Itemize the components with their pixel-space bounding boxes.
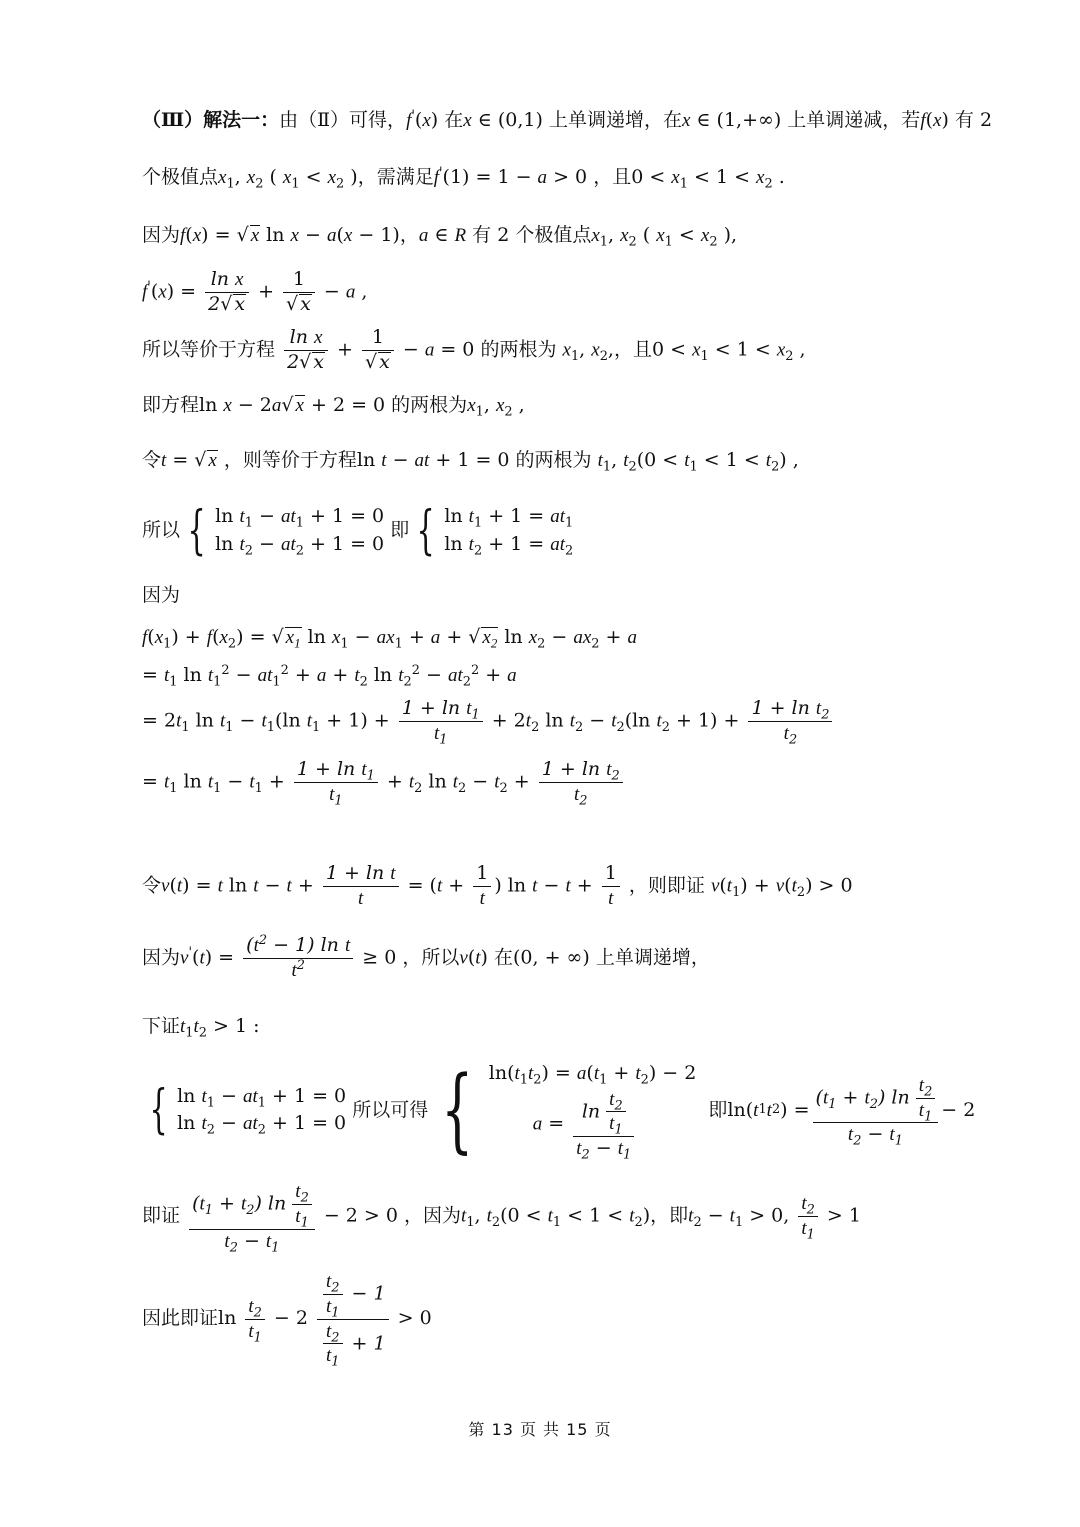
text: 所以等价于方程: [142, 338, 276, 361]
text: ，: [399, 224, 419, 246]
substitution-line: 令t = √ x ，则等价于方程ln t − at + 1 = 0 的两根为 $t_1$, $t_2(0 < t_1 < 1 < t_2)$ ,: [142, 449, 799, 475]
text: ，则等价于方程: [223, 449, 357, 471]
function-definition-line: 因为f(x) = √ x ln x − a(x − 1)，a ∈ R 有 2 个极值点$x_1$, $x_2$ ( $x_1 < x_2$ ),: [142, 224, 738, 250]
text: 即: [708, 1098, 728, 1121]
text: 有 2 个极值点: [472, 224, 592, 246]
final-inequality-line: 因此即证ln $\frac{t_2}{t_1}$ − 2 $\frac{t_2}{t_1}$ − 1 $\frac{t_2}{t_1}$ + 1 > 0: [142, 1271, 432, 1370]
text: 上单调递减，若: [787, 109, 921, 131]
text: ，所以: [402, 946, 460, 969]
because-line: [142, 586, 180, 605]
text: ，需满足: [357, 166, 434, 188]
derived-system-line: { $\ln t_1 - at_1 + 1 = 0$ $\ln t_2 - at_2 + 1 = 0$ 所以可得 { $\ln(t_1t_2) = a(t_1 + t_2) - 2$ a = ln $\frac{t_2}{t_1}$ $t_2 - t_1$ 即 ln( t 1 t 2 ) = $(t_1 + t_2)$ ln $\frac{t_2}{t_1}$ $t_2 - t_1$ − 2: [149, 1056, 976, 1164]
solution-heading-line: （Ⅲ）解法一：由（Ⅱ）可得，f'(x) 在x ∈ (0,1) 上单调递增，在x ∈ (1,+∞) 上单调递减，若f(x) 有 2: [142, 107, 993, 131]
text: 令: [142, 874, 162, 897]
sum-step-1: = $t_1$ $\ln t_1^2 - at_1^2 + a + t_2$ $\ln t_2^2 - at_2^2 + a$: [142, 662, 517, 690]
text: 上单调递增，: [595, 946, 710, 969]
text: 上单调递增，在: [548, 109, 682, 131]
text: 个极值点: [142, 166, 219, 188]
text: 有 2: [954, 109, 993, 131]
sum-expression-line: $f(x_1) + f(x_2)$ = √ $x_1$ $\ln x_1 - ax_1 + a$ + √ $x_2$ $\ln x_2 - ax_2 + a$: [142, 626, 637, 652]
text: 的两根为: [480, 338, 557, 361]
text: 由（Ⅱ）可得，: [279, 109, 407, 131]
text: 在: [494, 946, 514, 969]
text: ，且: [613, 338, 652, 361]
monotonic-line: 因为v'(t) = $\frac{(t^2 - 1) \ln t}{t^2}$ ≥ 0 ，所以v(t) 在(0, + ∞) 上单调递增，: [142, 932, 710, 981]
text: 下证: [142, 1015, 181, 1037]
equivalent-equation-line: 即方程ln x − 2a√ x + 2 = 0 的两根为$x_1$, $x_2$ ,: [142, 394, 525, 420]
page-footer: 第 13 页 共 15 页: [468, 1420, 612, 1439]
text: 即: [390, 519, 410, 542]
text: 的两根为: [515, 449, 592, 471]
text: ，即: [650, 1204, 689, 1227]
auxiliary-function-line: 令v(t) = t ln t − t + $\frac{\text{1 + ln t}}{t}$ = (t + $\frac{1}{t}$ ) ln t − t + $\frac{1}{t}$ ，则即证 $v(t_1) + v(t_2) > 0$: [142, 862, 853, 909]
text: 在: [444, 109, 464, 131]
text: ，因为: [404, 1204, 462, 1227]
text: ，且: [593, 166, 632, 188]
text: 因为: [142, 946, 181, 969]
inequality-to-prove-line: 即证 $(t_1 + t_2)$ ln $\frac{t_2}{t_1}$ $t_2 - t_1$ − 2 > 0 ，因为$t_1$, $t_2(0 < t_1 < 1 < t_2)$，即$t_2 - t_1 > 0$, $\frac{t_2}{t_1}$ > 1: [142, 1181, 861, 1256]
text: 所以可得: [352, 1098, 429, 1121]
equation-system-line: 所以 { $\ln t_1 - at_1 + 1 = 0$ $\ln t_2 - at_2 + 1 = 0$ 即 { $\ln t_1 + 1 = at_1$ $\ln t_2 + 1 = at_2$: [142, 500, 574, 561]
sum-step-2: = $2t_1$ $\ln t_1 - t_1(\ln$ $t_1 + 1$) + $\frac{1 + \ln t_1}{t_1}$ + $2t_2$ $\ln t_2 - t_2(\ln$ $t_2 + 1$) + $\frac{1 + \ln t_2}{t_2}$: [142, 697, 835, 746]
text: ，则即证: [628, 874, 705, 897]
text: 因此即证: [142, 1307, 219, 1329]
extremum-condition-line: 个极值点$x_1$, $x_2$ ( $x_1 < x_2$ )，需满足f'(1) = 1 − a > 0 ，且$0 < x_1 < 1 < x_2$ .: [142, 164, 785, 192]
equation-roots-line: 所以等价于方程 $\frac{\text{ln x}}{2√ x}$ + $\frac{1}{√ x}$ − a = 0 的两根为 $x_1$, $x_2$,，且$0 < x_1 < 1 < x_2$ ,: [142, 326, 806, 373]
text: 即证: [142, 1204, 181, 1227]
solution-label: （Ⅲ）解法一：: [142, 109, 280, 131]
text: 所以: [142, 519, 181, 542]
sum-step-3: = $t_1$ $\ln t_1 - t_1$ + $\frac{1 + \ln t_1}{t_1}$ + $t_2$ $\ln t_2 - t_2$ + $\frac{1 + \ln t_2}{t_2}$: [142, 758, 626, 807]
prove-product-line: 下证$t_1t_2 > 1$ :: [142, 1015, 260, 1041]
text: 因为: [142, 584, 181, 606]
derivative-line: f'(x) = $\frac{\text{ln x}}{2√ x}$ + $\frac{1}{√ x}$ − a ,: [142, 268, 368, 315]
text: 因为: [142, 224, 181, 246]
text: 令: [142, 449, 162, 471]
text: 即方程: [142, 394, 200, 416]
text: 的两根为: [391, 394, 468, 416]
